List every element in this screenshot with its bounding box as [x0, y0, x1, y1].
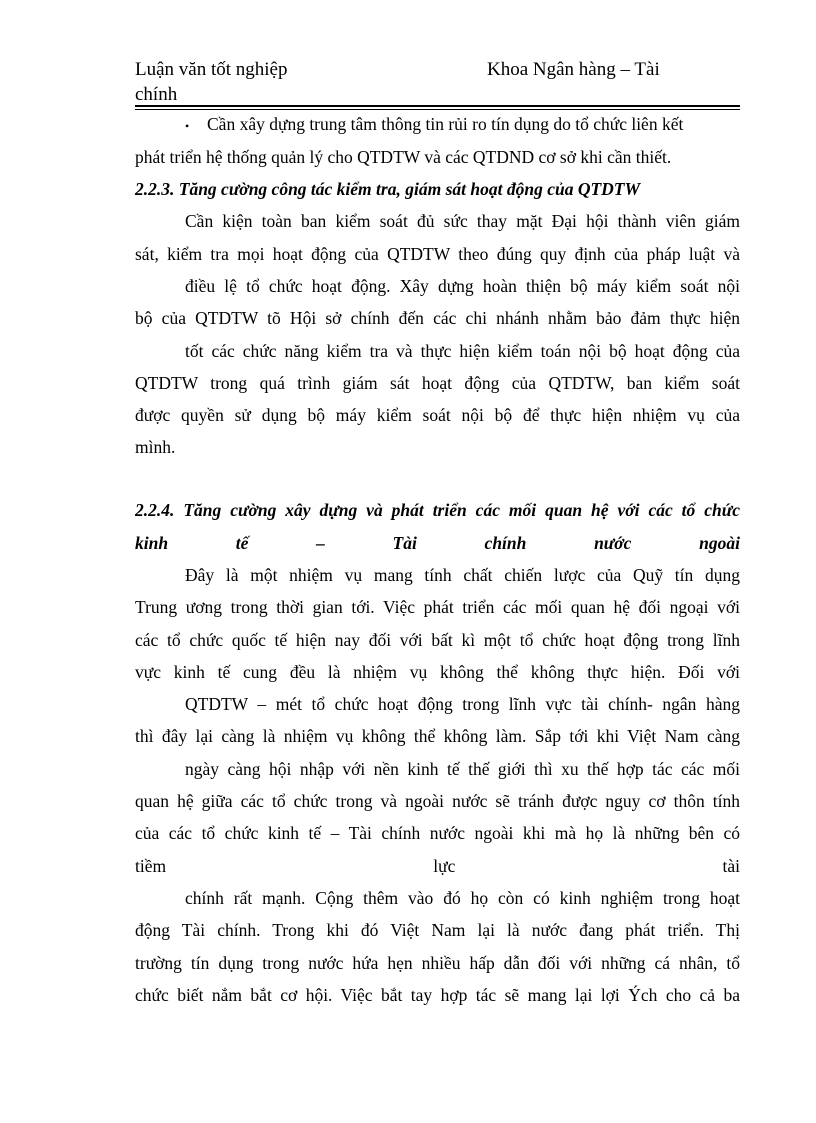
- header-rule-thick: [135, 105, 740, 107]
- body-line: vực kinh tế cung đều là nhiệm vụ không thể không thực hiện. Đối với: [135, 662, 740, 682]
- header-rule-thin: [135, 109, 740, 110]
- section-heading-2-2-4: 2.2.4. Tăng cường xây dựng và phát triển các mối quan hệ với các tổ chức: [135, 500, 740, 520]
- body-line: của các tổ chức kinh tế – Tài chính nước ngoài khi mà họ là những bên có: [135, 823, 740, 843]
- header-faculty-label: Khoa Ngân hàng – Tài: [487, 59, 660, 80]
- body-line: QTDTW – mét tổ chức hoạt động trong lĩnh vực tài chính- ngân hàng: [185, 694, 740, 714]
- body-line: Cần xây dựng trung tâm thông tin rủi ro tín dụng do tổ chức liên kết: [207, 114, 684, 134]
- header-thesis-label: Luận văn tốt nghiệp: [135, 59, 288, 80]
- bullet-item: [185, 112, 740, 136]
- body-line: tiềm lực tài: [135, 856, 740, 876]
- body-line: các tổ chức quốc tế hiện nay đối với bất kì một tổ chức hoạt động trong lĩnh: [135, 630, 740, 650]
- body-line: QTDTW trong quá trình giám sát hoạt động của QTDTW, ban kiểm soát: [135, 373, 740, 393]
- body-line: phát triển hệ thống quản lý cho QTDTW và các QTDND cơ sở khi cần thiết.: [135, 147, 672, 167]
- body-line: điều lệ tổ chức hoạt động. Xây dựng hoàn thiện bộ máy kiểm soát nội: [185, 276, 740, 296]
- body-line: chính rất mạnh. Cộng thêm vào đó họ còn có kinh nghiệm trong hoạt: [185, 888, 740, 908]
- body-line: tốt các chức năng kiểm tra và thực hiện kiểm toán nội bộ hoạt động của: [185, 341, 740, 361]
- body-line: bộ của QTDTW tõ Hội sở chính đến các chi nhánh nhằm bảo đảm thực hiện: [135, 308, 740, 328]
- body-line: động Tài chính. Trong khi đó Việt Nam lại là nước đang phát triển. Thị: [135, 920, 740, 940]
- section-heading-2-2-3: 2.2.3. Tăng cường công tác kiểm tra, giám sát hoạt động của QTDTW: [135, 179, 641, 199]
- body-line: Cần kiện toàn ban kiểm soát đủ sức thay mặt Đại hội thành viên giám: [185, 211, 740, 231]
- body-line: trường tín dụng trong nước hứa hẹn nhiều hấp dẫn đối với những cá nhân, tổ: [135, 953, 740, 973]
- body-line: Đây là một nhiệm vụ mang tính chất chiến lược của Quỹ tín dụng: [185, 565, 740, 585]
- bullet-icon: •: [185, 118, 190, 133]
- section-heading-2-2-4-continuation: kinh tế – Tài chính nước ngoài: [135, 533, 740, 553]
- body-line: được quyền sử dụng bộ máy kiểm soát nội bộ để thực hiện nhiệm vụ của: [135, 405, 740, 425]
- body-line: mình.: [135, 437, 176, 457]
- body-line: sát, kiểm tra mọi hoạt động của QTDTW theo đúng quy định của pháp luật và: [135, 244, 740, 264]
- body-line: ngày càng hội nhập với nền kinh tế thế giới thì xu thế hợp tác các mối: [185, 759, 740, 779]
- body-line: thì đây lại càng là nhiệm vụ không thể không làm. Sắp tới khi Việt Nam càng: [135, 726, 740, 746]
- header-faculty-continuation: chính: [135, 84, 178, 105]
- body-line: Trung ương trong thời gian tới. Việc phát triển các mối quan hệ đối ngoại với: [135, 597, 740, 617]
- body-line: chức biết nắm bắt cơ hội. Việc bắt tay hợp tác sẽ mang lại lợi Ých cho cả ba: [135, 985, 740, 1005]
- body-line: quan hệ giữa các tổ chức trong và ngoài nước sẽ tránh được nguy cơ thôn tính: [135, 791, 740, 811]
